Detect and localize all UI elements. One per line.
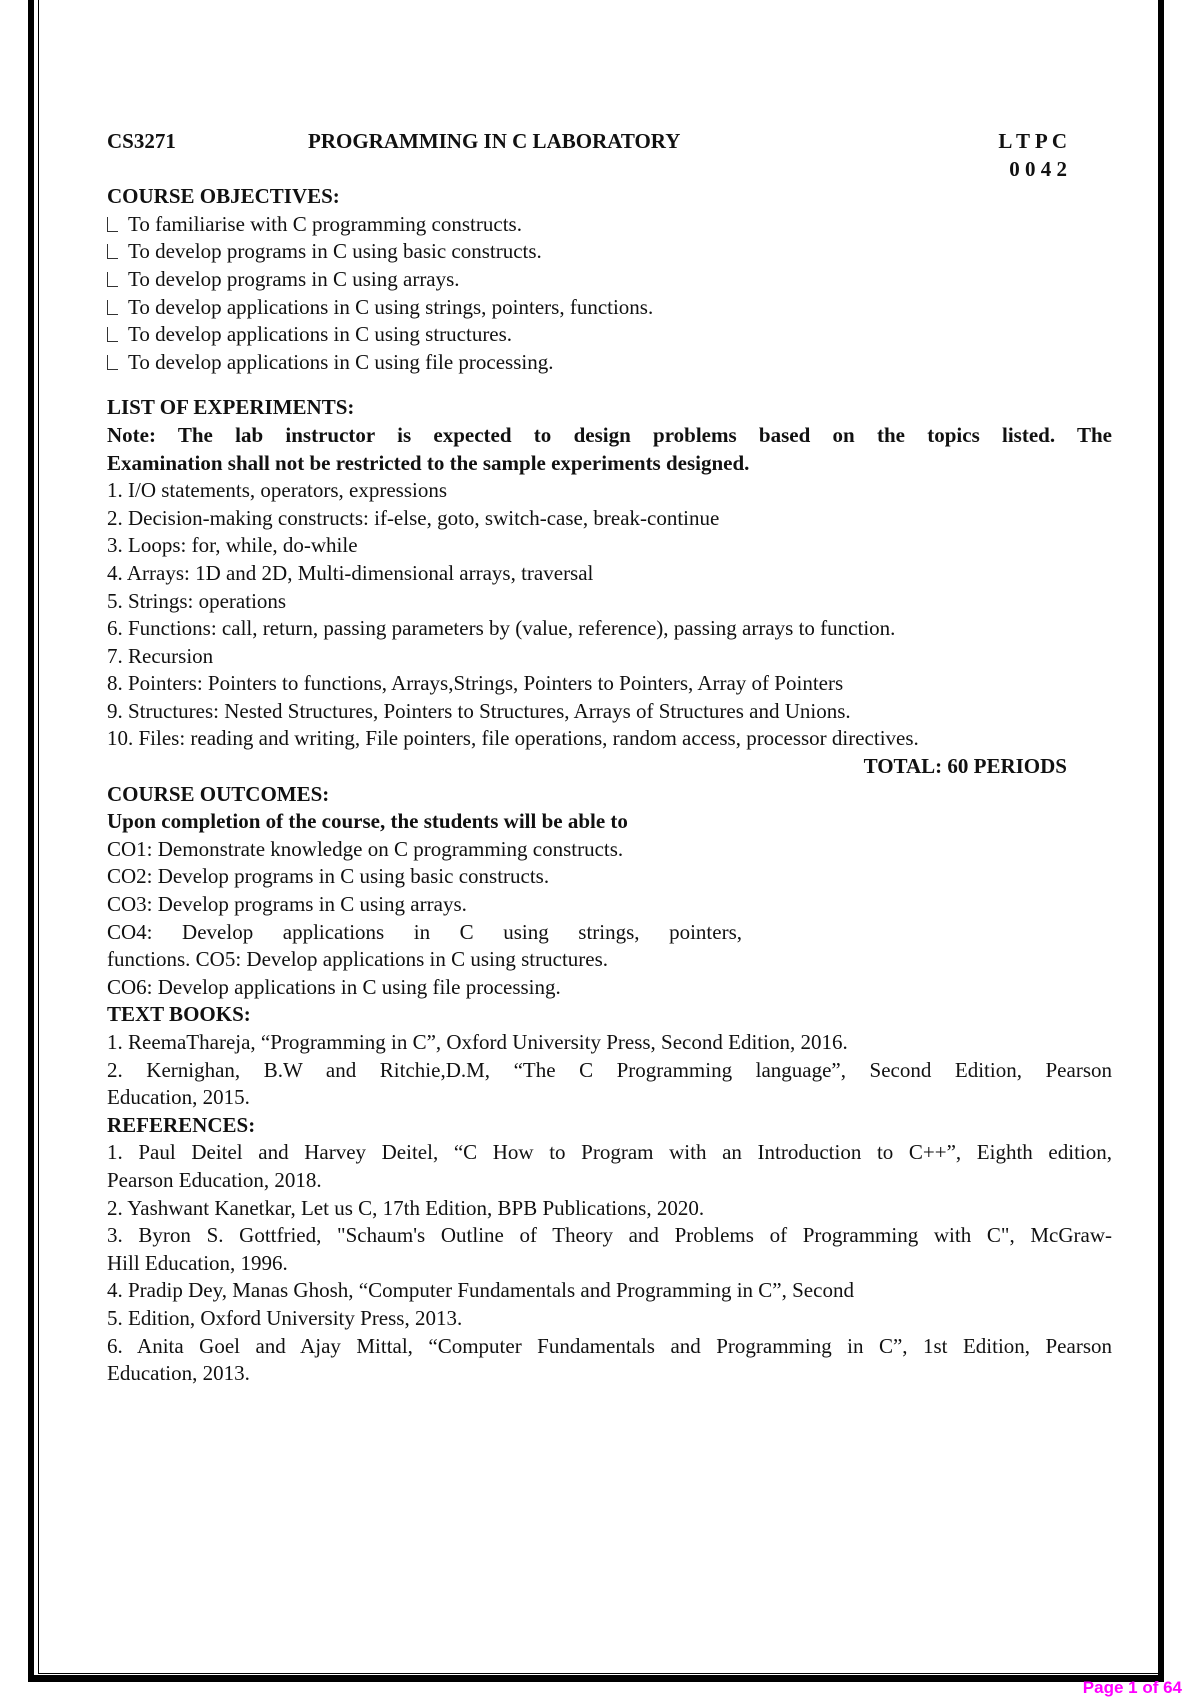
experiments-note: Note: The lab instructor is expected to design problems based on the topics listed. The (107, 422, 1112, 447)
experiment-item: 5. Strings: operations (107, 588, 287, 613)
bullet-icon (107, 327, 118, 342)
course-header (107, 128, 1112, 156)
course-code: CS3271 (107, 129, 176, 153)
outcomes-heading: COURSE OUTCOMES: (107, 781, 330, 806)
experiment-item: 4. Arrays: 1D and 2D, Multi-dimensional arrays, traversal (107, 560, 594, 585)
experiment-item: 6. Functions: call, return, passing parameters by (value, reference), passing arrays to function. (107, 616, 896, 641)
reference-line: 5. Edition, Oxford University Press, 2013. (107, 1305, 463, 1330)
outcome-line: CO3: Develop programs in C using arrays. (107, 892, 467, 917)
textbook-item: 2. Kernighan, B.W and Ritchie,D.M, “The C Programming language”, Second Edition, Pearson (107, 1057, 1112, 1082)
experiment-item: 10. Files: reading and writing, File pointers, file operations, random access, processor directives. (107, 726, 919, 751)
objectives-heading: COURSE OBJECTIVES: (107, 184, 340, 209)
page-number: Page 1 of 64 (1082, 1678, 1182, 1697)
experiment-item: 8. Pointers: Pointers to functions, Arrays,Strings, Pointers to Pointers, Array of Pointers (107, 671, 844, 696)
references-heading: REFERENCES: (107, 1112, 256, 1137)
outcome-line: CO1: Demonstrate knowledge on C programming constructs. (107, 836, 624, 861)
document-body (107, 128, 1112, 1388)
outcome-line: CO4: Develop applications in C using strings, pointers, (107, 919, 742, 944)
experiments-heading: LIST OF EXPERIMENTS: (107, 395, 355, 420)
experiment-item: 1. I/O statements, operators, expressions (107, 478, 448, 503)
reference-line: 2. Yashwant Kanetkar, Let us C, 17th Edition, BPB Publications, 2020. (107, 1195, 705, 1220)
objective-item: To develop applications in C using file processing. (107, 349, 1112, 377)
outcomes-intro: Upon completion of the course, the students will be able to (107, 809, 628, 834)
bullet-icon (107, 217, 118, 232)
bullet-icon (107, 244, 118, 259)
experiments-note-cont: Examination shall not be restricted to the sample experiments designed. (107, 450, 750, 475)
experiment-item: 3. Loops: for, while, do-while (107, 533, 358, 558)
ltpc-values: 0 0 4 2 (1009, 156, 1067, 181)
reference-line: 3. Byron S. Gottfried, "Schaum's Outline of Theory and Problems of Programming with C", McGraw- (107, 1223, 1112, 1248)
bullet-icon (107, 355, 118, 370)
textbook-item: 1. ReemaThareja, “Programming in C”, Oxford University Press, Second Edition, 2016. (107, 1030, 848, 1054)
reference-line: 1. Paul Deitel and Harvey Deitel, “C How to Program with an Introduction to C++”, Eighth edition, (107, 1140, 1112, 1165)
objective-item: To develop programs in C using basic constructs. (107, 238, 1112, 266)
bullet-icon (107, 272, 118, 287)
reference-line: Pearson Education, 2018. (107, 1167, 322, 1192)
reference-line: Hill Education, 1996. (107, 1250, 288, 1275)
ltpc-label: L T P C (998, 129, 1067, 153)
reference-line: 4. Pradip Dey, Manas Ghosh, “Computer Fundamentals and Programming in C”, Second (107, 1278, 854, 1303)
objective-item: To develop programs in C using arrays. (107, 266, 1112, 294)
objective-item: To familiarise with C programming constructs. (107, 211, 1112, 239)
bullet-icon (107, 300, 118, 315)
experiment-item: 7. Recursion (107, 643, 214, 668)
objective-item: To develop applications in C using strings, pointers, functions. (107, 294, 1112, 322)
reference-line: Education, 2013. (107, 1361, 250, 1386)
course-title: PROGRAMMING IN C LABORATORY (308, 129, 681, 153)
reference-line: 6. Anita Goel and Ajay Mittal, “Computer Fundamentals and Programming in C”, 1st Edition, Pearson (107, 1333, 1112, 1358)
textbook-item-cont: Education, 2015. (107, 1085, 250, 1110)
experiment-item: 9. Structures: Nested Structures, Pointers to Structures, Arrays of Structures and Unions. (107, 698, 851, 723)
outcome-line: functions. CO5: Develop applications in C using structures. (107, 947, 609, 972)
experiment-item: 2. Decision-making constructs: if-else, goto, switch-case, break-continue (107, 505, 720, 530)
outcome-line: CO6: Develop applications in C using file processing. (107, 974, 561, 999)
outcome-line: CO2: Develop programs in C using basic constructs. (107, 864, 550, 889)
objective-item: To develop applications in C using structures. (107, 321, 1112, 349)
textbooks-heading: TEXT BOOKS: (107, 1002, 251, 1027)
total-periods: TOTAL: 60 PERIODS (863, 754, 1067, 779)
